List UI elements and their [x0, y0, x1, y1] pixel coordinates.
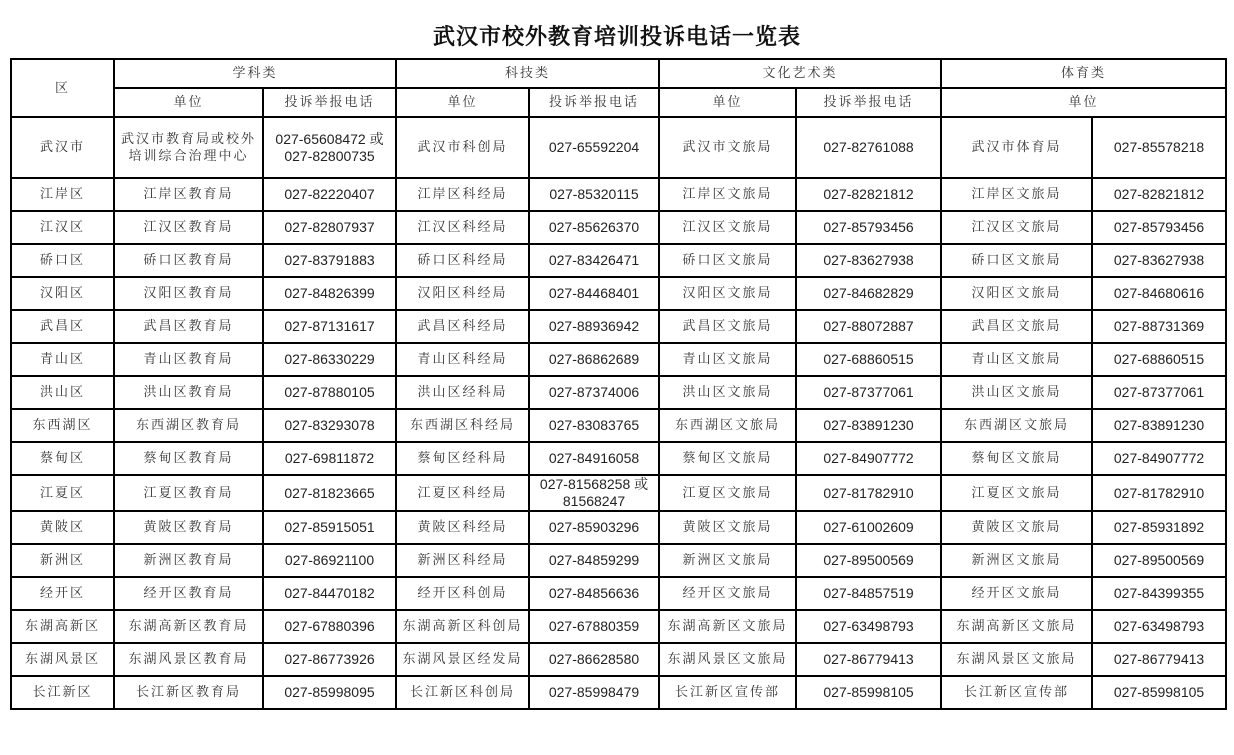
culture-art-phone-cell: 027-82761088 [796, 117, 941, 178]
academic-phone-cell: 027-87880105 [263, 376, 396, 409]
technology-unit-cell: 黄陂区科经局 [396, 511, 529, 544]
table-row [11, 277, 1226, 310]
culture-art-unit-cell: 蔡甸区文旅局 [659, 442, 796, 475]
culture-art-phone-cell: 027-61002609 [796, 511, 941, 544]
technology-unit-cell: 长江新区科创局 [396, 676, 529, 709]
technology-phone-cell: 027-84859299 [529, 544, 659, 577]
technology-unit-cell: 洪山区经科局 [396, 376, 529, 409]
academic-unit-cell: 武昌区教育局 [114, 310, 263, 343]
academic-unit-cell: 江岸区教育局 [114, 178, 263, 211]
sports-phone-cell: 027-85998105 [1092, 676, 1226, 709]
district-cell: 武汉市 [11, 117, 114, 178]
technology-phone-cell: 027-86628580 [529, 643, 659, 676]
technology-phone-cell: 027-65592204 [529, 117, 659, 178]
sports-phone-cell: 027-84399355 [1092, 577, 1226, 610]
district-cell: 青山区 [11, 343, 114, 376]
sports-unit-cell: 经开区文旅局 [941, 577, 1092, 610]
culture-art-phone-cell: 027-89500569 [796, 544, 941, 577]
culture-art-phone-cell: 027-85998105 [796, 676, 941, 709]
district-cell: 洪山区 [11, 376, 114, 409]
district-cell: 东湖风景区 [11, 643, 114, 676]
table-row [11, 577, 1226, 610]
academic-phone-cell: 027-65608472 或 027-82800735 [263, 117, 396, 178]
academic-phone-cell: 027-84470182 [263, 577, 396, 610]
technology-unit-cell: 经开区科创局 [396, 577, 529, 610]
header-row-subcolumns [11, 88, 1226, 117]
technology-phone-cell: 027-84856636 [529, 577, 659, 610]
table-row [11, 117, 1226, 178]
sports-phone-cell: 027-68860515 [1092, 343, 1226, 376]
academic-phone-cell: 027-83791883 [263, 244, 396, 277]
district-cell: 汉阳区 [11, 277, 114, 310]
academic-unit-cell: 东湖风景区教育局 [114, 643, 263, 676]
sports-unit-cell: 硚口区文旅局 [941, 244, 1092, 277]
technology-phone-cell: 027-81568258 或 81568247 [529, 475, 659, 511]
sports-phone-cell: 027-83891230 [1092, 409, 1226, 442]
group-header-technology: 科技类 [396, 59, 659, 88]
group-header-academic: 学科类 [114, 59, 396, 88]
complaint-phone-table [10, 58, 1227, 710]
academic-unit-cell: 汉阳区教育局 [114, 277, 263, 310]
table-row [11, 178, 1226, 211]
table-row [11, 244, 1226, 277]
culture-art-phone-cell: 027-88072887 [796, 310, 941, 343]
district-cell: 东西湖区 [11, 409, 114, 442]
technology-phone-cell: 027-87374006 [529, 376, 659, 409]
technology-phone-cell: 027-85998479 [529, 676, 659, 709]
academic-unit-cell: 蔡甸区教育局 [114, 442, 263, 475]
sports-unit-cell: 武昌区文旅局 [941, 310, 1092, 343]
sports-unit-cell: 武汉市体育局 [941, 117, 1092, 178]
culture-art-phone-cell: 027-82821812 [796, 178, 941, 211]
sports-phone-cell: 027-88731369 [1092, 310, 1226, 343]
district-header: 区 [11, 59, 114, 117]
academic-phone-cell: 027-81823665 [263, 475, 396, 511]
academic-unit-cell: 江汉区教育局 [114, 211, 263, 244]
culture-art-unit-cell: 新洲区文旅局 [659, 544, 796, 577]
technology-unit-cell: 江夏区科经局 [396, 475, 529, 511]
table-row [11, 610, 1226, 643]
technology-phone-cell: 027-67880359 [529, 610, 659, 643]
district-cell: 新洲区 [11, 544, 114, 577]
district-cell: 硚口区 [11, 244, 114, 277]
academic-unit-cell: 洪山区教育局 [114, 376, 263, 409]
table-row [11, 211, 1226, 244]
academic-unit-cell: 经开区教育局 [114, 577, 263, 610]
culture-art-unit-cell: 黄陂区文旅局 [659, 511, 796, 544]
culture-art-phone-cell: 027-63498793 [796, 610, 941, 643]
technology-unit-cell: 东湖高新区科创局 [396, 610, 529, 643]
table-row [11, 475, 1226, 511]
academic-unit-cell: 硚口区教育局 [114, 244, 263, 277]
district-cell: 江汉区 [11, 211, 114, 244]
culture-art-unit-cell: 武昌区文旅局 [659, 310, 796, 343]
culture-art-phone-cell: 027-84907772 [796, 442, 941, 475]
technology-unit-cell: 东湖风景区经发局 [396, 643, 529, 676]
academic-unit-cell: 青山区教育局 [114, 343, 263, 376]
sports-unit-cell: 洪山区文旅局 [941, 376, 1092, 409]
sports-unit-cell: 东西湖区文旅局 [941, 409, 1092, 442]
sports-unit-cell: 新洲区文旅局 [941, 544, 1092, 577]
table-row [11, 544, 1226, 577]
group-header-sports: 体育类 [941, 59, 1226, 88]
sports-unit-cell: 东湖高新区文旅局 [941, 610, 1092, 643]
sports-unit-cell: 黄陂区文旅局 [941, 511, 1092, 544]
academic-phone-cell: 027-82807937 [263, 211, 396, 244]
sports-unit-cell: 汉阳区文旅局 [941, 277, 1092, 310]
sports-unit-cell: 长江新区宣传部 [941, 676, 1092, 709]
culture-art-unit-cell: 东湖高新区文旅局 [659, 610, 796, 643]
academic-phone-cell: 027-83293078 [263, 409, 396, 442]
technology-unit-cell: 江岸区科经局 [396, 178, 529, 211]
sports-unit-cell: 蔡甸区文旅局 [941, 442, 1092, 475]
sub-header-phone: 投诉举报电话 [263, 88, 396, 117]
technology-phone-cell: 027-83083765 [529, 409, 659, 442]
sports-unit-cell: 东湖风景区文旅局 [941, 643, 1092, 676]
culture-art-unit-cell: 长江新区宣传部 [659, 676, 796, 709]
district-cell: 东湖高新区 [11, 610, 114, 643]
academic-phone-cell: 027-86330229 [263, 343, 396, 376]
academic-unit-cell: 黄陂区教育局 [114, 511, 263, 544]
technology-unit-cell: 蔡甸区经科局 [396, 442, 529, 475]
technology-phone-cell: 027-85626370 [529, 211, 659, 244]
district-cell: 长江新区 [11, 676, 114, 709]
culture-art-phone-cell: 027-85793456 [796, 211, 941, 244]
culture-art-phone-cell: 027-86779413 [796, 643, 941, 676]
header-row-groups [11, 59, 1226, 88]
culture-art-unit-cell: 汉阳区文旅局 [659, 277, 796, 310]
sports-phone-cell: 027-83627938 [1092, 244, 1226, 277]
sports-unit-cell: 江夏区文旅局 [941, 475, 1092, 511]
sports-phone-cell: 027-85793456 [1092, 211, 1226, 244]
academic-phone-cell: 027-85998095 [263, 676, 396, 709]
academic-phone-cell: 027-86773926 [263, 643, 396, 676]
academic-phone-cell: 027-82220407 [263, 178, 396, 211]
page-title: 武汉市校外教育培训投诉电话一览表 [432, 25, 801, 50]
technology-phone-cell: 027-83426471 [529, 244, 659, 277]
sports-phone-cell: 027-84680616 [1092, 277, 1226, 310]
technology-unit-cell: 武汉市科创局 [396, 117, 529, 178]
group-header-culture-art: 文化艺术类 [659, 59, 941, 88]
academic-phone-cell: 027-69811872 [263, 442, 396, 475]
academic-phone-cell: 027-86921100 [263, 544, 396, 577]
culture-art-unit-cell: 江汉区文旅局 [659, 211, 796, 244]
academic-phone-cell: 027-85915051 [263, 511, 396, 544]
academic-phone-cell: 027-84826399 [263, 277, 396, 310]
sports-phone-cell: 027-81782910 [1092, 475, 1226, 511]
sub-header-unit: 单位 [941, 88, 1226, 117]
sub-header-unit: 单位 [114, 88, 263, 117]
sub-header-phone: 投诉举报电话 [529, 88, 659, 117]
culture-art-unit-cell: 经开区文旅局 [659, 577, 796, 610]
sports-phone-cell: 027-85931892 [1092, 511, 1226, 544]
technology-unit-cell: 汉阳区科经局 [396, 277, 529, 310]
district-cell: 黄陂区 [11, 511, 114, 544]
technology-unit-cell: 新洲区科经局 [396, 544, 529, 577]
academic-unit-cell: 江夏区教育局 [114, 475, 263, 511]
district-cell: 武昌区 [11, 310, 114, 343]
culture-art-phone-cell: 027-87377061 [796, 376, 941, 409]
sports-phone-cell: 027-86779413 [1092, 643, 1226, 676]
academic-unit-cell: 东西湖区教育局 [114, 409, 263, 442]
sports-phone-cell: 027-87377061 [1092, 376, 1226, 409]
technology-unit-cell: 硚口区科经局 [396, 244, 529, 277]
district-cell: 江夏区 [11, 475, 114, 511]
academic-unit-cell: 东湖高新区教育局 [114, 610, 263, 643]
sports-phone-cell: 027-89500569 [1092, 544, 1226, 577]
culture-art-phone-cell: 027-83891230 [796, 409, 941, 442]
culture-art-phone-cell: 027-84682829 [796, 277, 941, 310]
technology-phone-cell: 027-85320115 [529, 178, 659, 211]
culture-art-unit-cell: 青山区文旅局 [659, 343, 796, 376]
technology-phone-cell: 027-84468401 [529, 277, 659, 310]
table-row [11, 676, 1226, 709]
culture-art-phone-cell: 027-83627938 [796, 244, 941, 277]
sports-phone-cell: 027-82821812 [1092, 178, 1226, 211]
district-cell: 蔡甸区 [11, 442, 114, 475]
sub-header-phone: 投诉举报电话 [796, 88, 941, 117]
sports-phone-cell: 027-63498793 [1092, 610, 1226, 643]
culture-art-unit-cell: 江岸区文旅局 [659, 178, 796, 211]
academic-unit-cell: 武汉市教育局或校外培训综合治理中心 [114, 117, 263, 178]
table-row [11, 643, 1226, 676]
table-row [11, 310, 1226, 343]
technology-phone-cell: 027-84916058 [529, 442, 659, 475]
culture-art-phone-cell: 027-84857519 [796, 577, 941, 610]
academic-unit-cell: 长江新区教育局 [114, 676, 263, 709]
sub-header-unit: 单位 [396, 88, 529, 117]
sports-phone-cell: 027-84907772 [1092, 442, 1226, 475]
table-row [11, 409, 1226, 442]
technology-phone-cell: 027-86862689 [529, 343, 659, 376]
technology-unit-cell: 武昌区科经局 [396, 310, 529, 343]
academic-phone-cell: 027-67880396 [263, 610, 396, 643]
table-row [11, 511, 1226, 544]
sub-header-unit: 单位 [659, 88, 796, 117]
culture-art-unit-cell: 江夏区文旅局 [659, 475, 796, 511]
sports-unit-cell: 青山区文旅局 [941, 343, 1092, 376]
table-row [11, 442, 1226, 475]
table-row [11, 343, 1226, 376]
district-cell: 江岸区 [11, 178, 114, 211]
culture-art-unit-cell: 东西湖区文旅局 [659, 409, 796, 442]
sports-unit-cell: 江汉区文旅局 [941, 211, 1092, 244]
technology-unit-cell: 青山区科经局 [396, 343, 529, 376]
culture-art-phone-cell: 027-81782910 [796, 475, 941, 511]
sports-phone-cell: 027-85578218 [1092, 117, 1226, 178]
academic-unit-cell: 新洲区教育局 [114, 544, 263, 577]
technology-phone-cell: 027-85903296 [529, 511, 659, 544]
academic-phone-cell: 027-87131617 [263, 310, 396, 343]
technology-phone-cell: 027-88936942 [529, 310, 659, 343]
district-cell: 经开区 [11, 577, 114, 610]
culture-art-unit-cell: 洪山区文旅局 [659, 376, 796, 409]
culture-art-unit-cell: 硚口区文旅局 [659, 244, 796, 277]
culture-art-unit-cell: 武汉市文旅局 [659, 117, 796, 178]
culture-art-phone-cell: 027-68860515 [796, 343, 941, 376]
table-row [11, 376, 1226, 409]
sports-unit-cell: 江岸区文旅局 [941, 178, 1092, 211]
technology-unit-cell: 东西湖区科经局 [396, 409, 529, 442]
technology-unit-cell: 江汉区科经局 [396, 211, 529, 244]
culture-art-unit-cell: 东湖风景区文旅局 [659, 643, 796, 676]
